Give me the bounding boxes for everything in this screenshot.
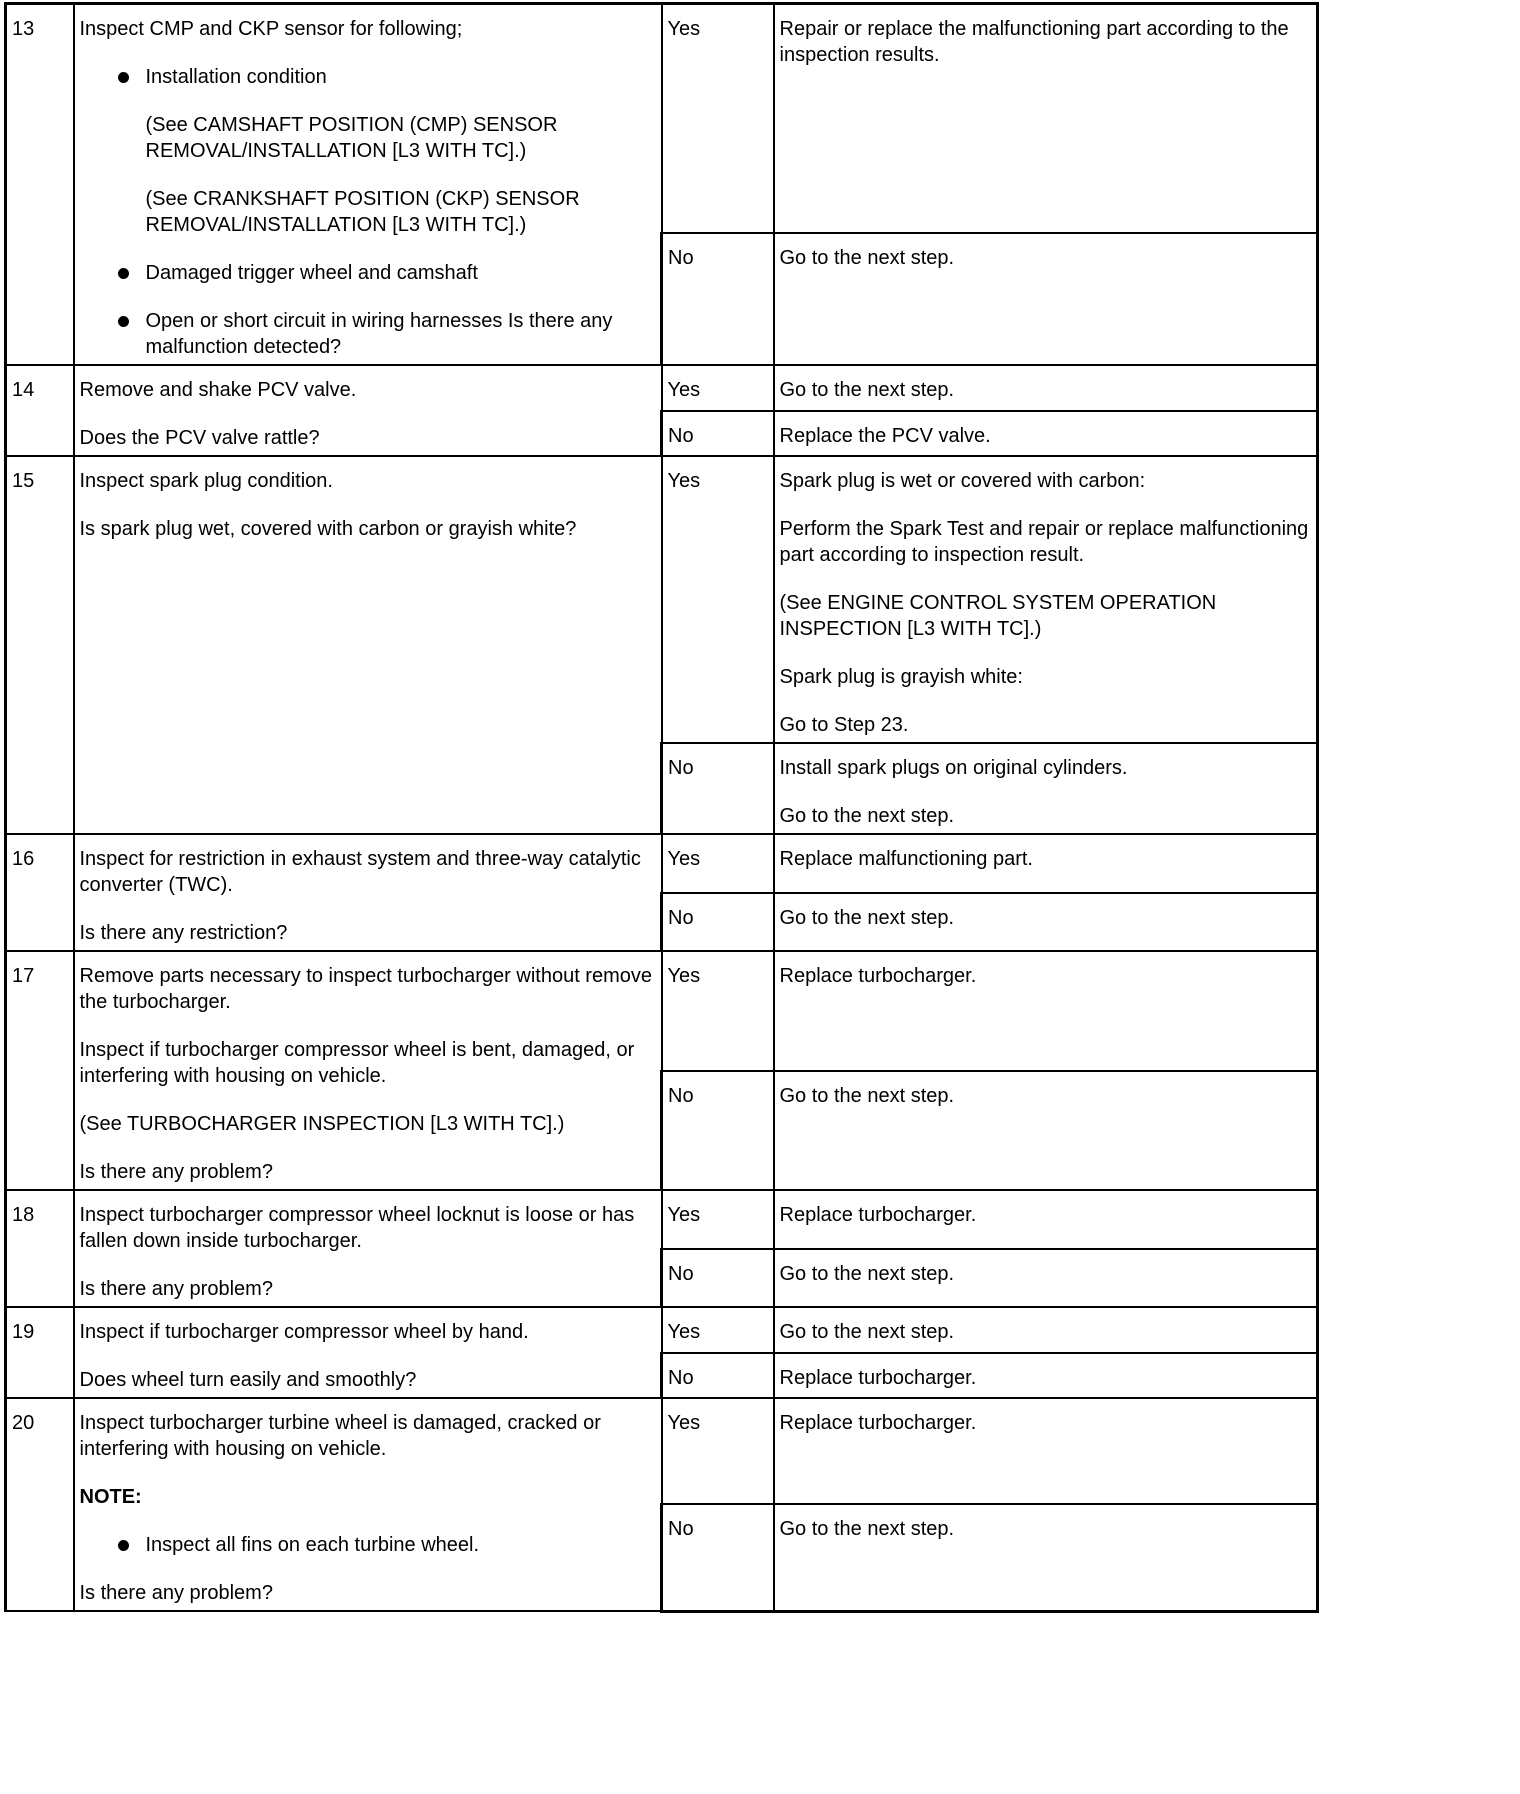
step-number: 13 — [6, 4, 74, 366]
yes-result — [774, 365, 1318, 411]
action-text: Does wheel turn easily and smoothly? — [79, 1369, 417, 1391]
no-label: No — [662, 893, 774, 951]
action-text: Inspect CMP and CKP sensor for following; — [79, 18, 463, 40]
step-action — [74, 4, 662, 366]
result-text: Replace turbocharger. — [779, 1412, 977, 1434]
result-text: Replace turbocharger. — [779, 1366, 977, 1389]
action-text: Remove and shake PCV valve. — [79, 379, 357, 401]
result-text: Replace turbocharger. — [779, 965, 977, 987]
action-text: Inspect turbocharger compressor wheel locknut is loose or has fallen down inside turbocharger. — [79, 1204, 635, 1252]
no-result — [774, 411, 1318, 457]
reference-text: (See CRANKSHAFT POSITION (CKP) SENSOR REMOVAL/INSTALLATION [L3 WITH TC].) — [145, 188, 580, 236]
action-text: Remove parts necessary to inspect turbocharger without remove the turbocharger. — [79, 965, 652, 1013]
result-text: Install spark plugs on original cylinders. — [779, 757, 1128, 779]
result-text: Spark plug is wet or covered with carbon: — [779, 470, 1146, 492]
yes-result — [774, 1307, 1318, 1353]
step-action — [74, 365, 662, 456]
result-text: Go to the next step. — [779, 907, 955, 930]
yes-result — [774, 1398, 1318, 1504]
no-result — [774, 1353, 1318, 1399]
step-number: 19 — [6, 1307, 74, 1398]
result-text: Go to the next step. — [779, 1084, 955, 1107]
step-action — [74, 951, 662, 1190]
yes-result — [774, 834, 1318, 893]
action-text: Inspect turbocharger turbine wheel is damaged, cracked or interfering with housing on vehicle. — [79, 1412, 601, 1460]
action-text: Is there any restriction? — [79, 922, 288, 944]
step-number: 14 — [6, 365, 74, 456]
step-number: 20 — [6, 1398, 74, 1611]
result-text: (See ENGINE CONTROL SYSTEM OPERATION INSPECTION [L3 WITH TC].) — [779, 592, 1217, 640]
step-row — [6, 834, 1318, 893]
no-label: No — [662, 1249, 774, 1308]
step-action — [74, 834, 662, 951]
result-text: Spark plug is grayish white: — [779, 666, 1023, 688]
yes-label: Yes — [662, 1190, 774, 1249]
action-text: Is there any problem? — [79, 1161, 273, 1183]
bullet-item: Installation condition — [80, 64, 657, 90]
step-row — [6, 1307, 1318, 1353]
no-result — [774, 743, 1318, 834]
yes-result — [774, 951, 1318, 1071]
result-text: Go to the next step. — [779, 246, 955, 269]
action-text: Inspect if turbocharger compressor wheel is bent, damaged, or interfering with housing on vehicle. — [79, 1039, 635, 1087]
yes-result — [774, 456, 1318, 743]
yes-label: Yes — [662, 456, 774, 743]
reference-text: (See CAMSHAFT POSITION (CMP) SENSOR REMOVAL/INSTALLATION [L3 WITH TC].) — [145, 114, 558, 162]
step-number: 15 — [6, 456, 74, 834]
diagnostic-procedure-table — [4, 2, 1319, 1613]
no-result — [774, 893, 1318, 951]
no-label: No — [662, 1504, 774, 1611]
action-text: Inspect spark plug condition. — [79, 470, 333, 492]
yes-result — [774, 4, 1318, 233]
action-text: Is there any problem? — [79, 1278, 273, 1300]
result-text: Go to the next step. — [779, 379, 955, 401]
action-text: Does the PCV valve rattle? — [79, 427, 320, 449]
bullet-item: Inspect all fins on each turbine wheel. — [80, 1532, 657, 1558]
result-text: Replace the PCV valve. — [779, 424, 991, 447]
result-text: Go to the next step. — [779, 1321, 955, 1343]
no-result — [774, 233, 1318, 365]
result-text: Perform the Spark Test and repair or replace malfunctioning part according to inspection result. — [779, 518, 1309, 566]
result-text: Replace turbocharger. — [779, 1204, 977, 1226]
step-action — [74, 1307, 662, 1398]
result-text: Go to Step 23. — [779, 714, 909, 736]
yes-label: Yes — [662, 834, 774, 893]
no-label: No — [662, 1353, 774, 1399]
action-text: Inspect for restriction in exhaust system and three-way catalytic converter (TWC). — [79, 848, 641, 896]
no-result — [774, 1504, 1318, 1611]
bullet-item: Open or short circuit in wiring harnesses Is there any malfunction detected? — [80, 308, 657, 360]
no-label: No — [662, 233, 774, 365]
result-text: Replace malfunctioning part. — [779, 848, 1033, 870]
step-row — [6, 1190, 1318, 1249]
yes-label: Yes — [662, 365, 774, 411]
yes-result — [774, 1190, 1318, 1249]
bullet-item: Damaged trigger wheel and camshaft — [80, 260, 657, 286]
yes-label: Yes — [662, 951, 774, 1071]
step-row — [6, 1398, 1318, 1504]
yes-label: Yes — [662, 1398, 774, 1504]
result-text: Go to the next step. — [779, 805, 955, 827]
no-result — [774, 1249, 1318, 1308]
result-text: Go to the next step. — [779, 1517, 955, 1540]
note-label: NOTE: — [79, 1486, 142, 1508]
action-text: Inspect if turbocharger compressor wheel by hand. — [79, 1321, 529, 1343]
step-action — [74, 1190, 662, 1307]
yes-label: Yes — [662, 4, 774, 233]
result-text: Repair or replace the malfunctioning part according to the inspection results. — [779, 18, 1289, 66]
step-number: 17 — [6, 951, 74, 1190]
action-text: Is spark plug wet, covered with carbon or grayish white? — [79, 518, 577, 540]
action-text: (See TURBOCHARGER INSPECTION [L3 WITH TC].) — [79, 1113, 565, 1135]
no-result — [774, 1071, 1318, 1191]
step-number: 16 — [6, 834, 74, 951]
yes-label: Yes — [662, 1307, 774, 1353]
action-text: Is there any problem? — [79, 1582, 273, 1604]
no-label: No — [662, 411, 774, 457]
step-action — [74, 456, 662, 834]
step-row — [6, 365, 1318, 411]
step-row — [6, 4, 1318, 233]
step-row — [6, 456, 1318, 743]
step-row — [6, 951, 1318, 1071]
step-action — [74, 1398, 662, 1611]
result-text: Go to the next step. — [779, 1262, 955, 1285]
step-number: 18 — [6, 1190, 74, 1307]
no-label: No — [662, 1071, 774, 1191]
no-label: No — [662, 743, 774, 834]
